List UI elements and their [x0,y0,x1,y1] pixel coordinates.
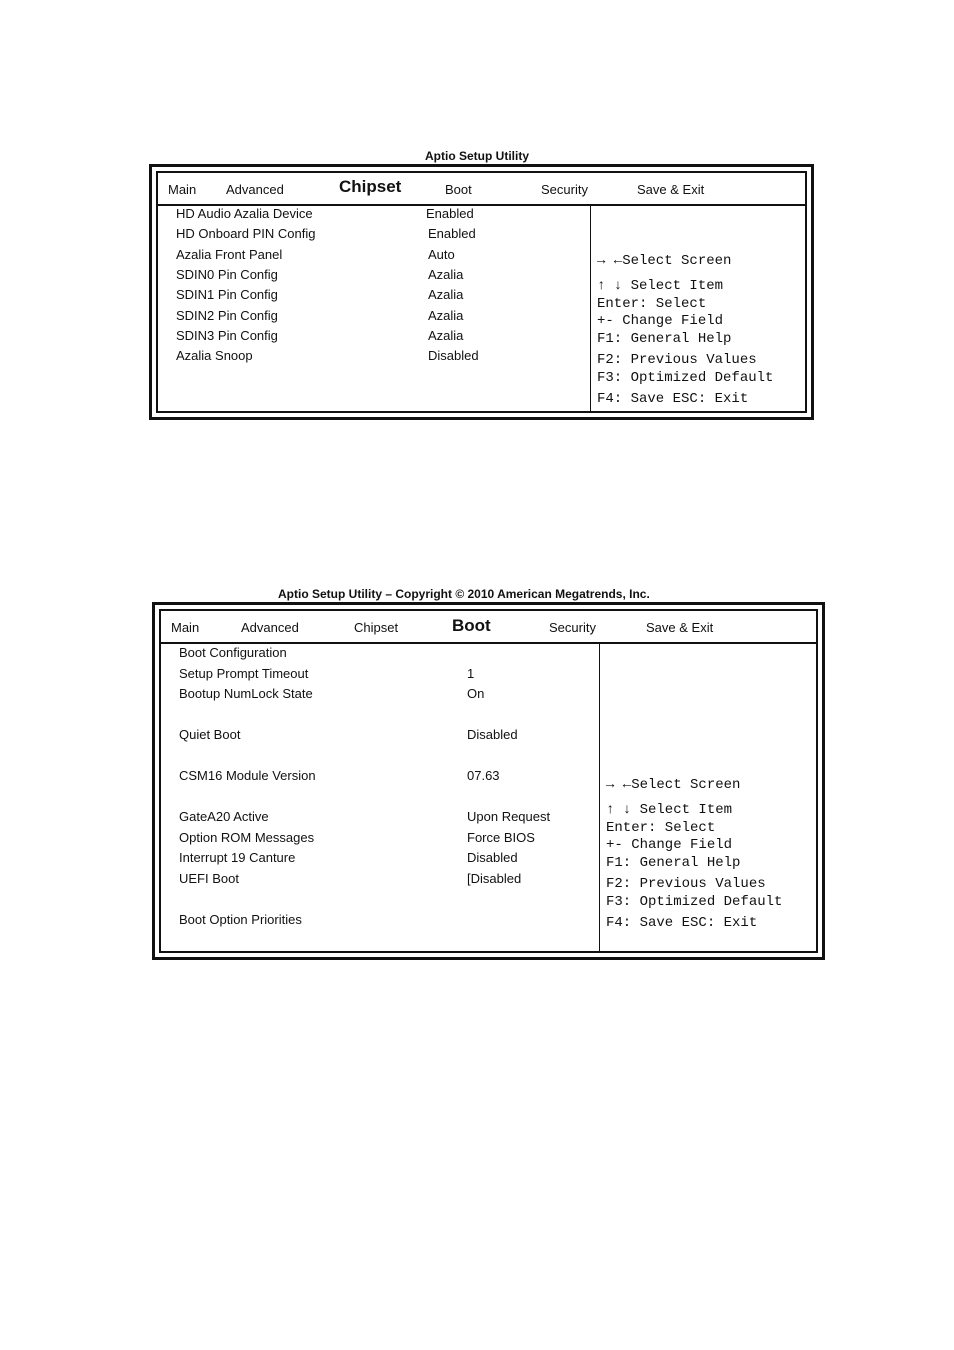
bios1-tab-security[interactable]: Security [541,182,588,197]
bios2-item-value[interactable]: [Disabled [467,871,522,886]
bios2-item-value[interactable]: Disabled [467,850,518,865]
bios1-tab-chipset[interactable]: Chipset [339,177,402,196]
bios2-item-label[interactable]: Option ROM Messages [179,830,315,845]
bios1-item-label[interactable]: Azalia Front Panel [176,247,283,262]
bios1-help-enter: Enter: Select [597,296,707,312]
bios1-divider [590,206,591,411]
bios2-item-label[interactable]: Quiet Boot [179,727,241,742]
bios1-tab-save-exit[interactable]: Save & Exit [637,182,705,197]
bios1-item-value[interactable]: Disabled [428,348,479,363]
bios1-tab-advanced[interactable]: Advanced [226,182,284,197]
bios2-item-label[interactable]: GateA20 Active [179,809,269,824]
bios2-caption: Aptio Setup Utility – Copyright © 2010 American Megatrends, Inc. [278,587,650,601]
bios1-item-label[interactable]: SDIN3 Pin Config [176,328,278,343]
bios1-panel [149,164,814,420]
bios2-tab-bar [161,611,816,644]
bios1-help-f3: F3: Optimized Default [597,370,774,386]
bios2-item-value[interactable]: Upon Request [467,809,551,824]
bios2-tab-boot[interactable]: Boot [452,616,491,635]
bios2-tab-save-exit[interactable]: Save & Exit [646,620,714,635]
bios2-help-f2: F2: Previous Values [606,876,766,892]
bios2-tab-main[interactable]: Main [171,620,200,635]
bios1-item-value[interactable]: Enabled [428,226,476,241]
bios2-item-label[interactable]: Interrupt 19 Canture [179,850,296,865]
bios1-item-label[interactable]: SDIN0 Pin Config [176,267,278,282]
bios2-item-value[interactable]: Disabled [467,727,518,742]
bios2-help-change-field: +- Change Field [606,837,733,853]
bios1-help-change-field: +- Change Field [597,313,724,329]
bios2-help-select-item: ↑ ↓ Select Item [606,802,733,818]
bios2-item-boot-option-priorities[interactable]: Boot Option Priorities [179,912,302,927]
bios1-help-select-screen: → ←Select Screen [597,253,732,269]
bios2-item-label[interactable]: UEFI Boot [179,871,239,886]
bios1-item-value[interactable]: Azalia [428,328,464,343]
bios2-inner-frame [159,609,818,953]
bios1-item-value[interactable]: Azalia [428,267,464,282]
bios1-item-label[interactable]: Azalia Snoop [176,348,253,363]
bios1-item-value[interactable]: Auto [428,247,455,262]
bios2-help-f3: F3: Optimized Default [606,894,783,910]
bios1-item-label[interactable]: SDIN2 Pin Config [176,308,278,323]
bios2-help-enter: Enter: Select [606,820,716,836]
bios1-tab-boot[interactable]: Boot [445,182,472,197]
bios2-item-boot-configuration: Boot Configuration [179,645,287,660]
bios2-panel [152,602,825,960]
bios2-divider [599,644,600,951]
bios2-item-label: CSM16 Module Version [179,768,316,783]
bios2-tab-advanced[interactable]: Advanced [241,620,299,635]
bios2-item-value[interactable]: On [467,686,485,701]
bios2-tab-security[interactable]: Security [549,620,596,635]
bios2-item-value: 07.63 [467,768,500,783]
bios1-item-value[interactable]: Azalia [428,308,464,323]
bios1-item-value[interactable]: Enabled [426,206,474,221]
bios2-help-f1: F1: General Help [606,855,741,871]
bios2-help-f4: F4: Save ESC: Exit [606,915,758,931]
bios1-tab-main[interactable]: Main [168,182,197,197]
bios2-item-label[interactable]: Bootup NumLock State [179,686,313,701]
bios2-item-label[interactable]: Setup Prompt Timeout [179,666,309,681]
bios1-item-label[interactable]: HD Onboard PIN Config [176,226,316,241]
bios1-help-f4: F4: Save ESC: Exit [597,391,749,407]
bios2-item-value[interactable]: Force BIOS [467,830,535,845]
bios2-tab-chipset[interactable]: Chipset [354,620,399,635]
bios2-item-value[interactable]: 1 [467,666,475,681]
bios1-tab-bar [158,173,805,206]
bios1-help-f1: F1: General Help [597,331,732,347]
bios1-item-value[interactable]: Azalia [428,287,464,302]
bios1-item-label[interactable]: HD Audio Azalia Device [176,206,313,221]
bios2-help-select-screen: → ←Select Screen [606,777,741,793]
bios1-help-select-item: ↑ ↓ Select Item [597,278,724,294]
bios1-help-f2: F2: Previous Values [597,352,757,368]
bios1-item-label[interactable]: SDIN1 Pin Config [176,287,278,302]
bios1-caption: Aptio Setup Utility [425,149,529,163]
bios1-inner-frame [156,171,807,413]
